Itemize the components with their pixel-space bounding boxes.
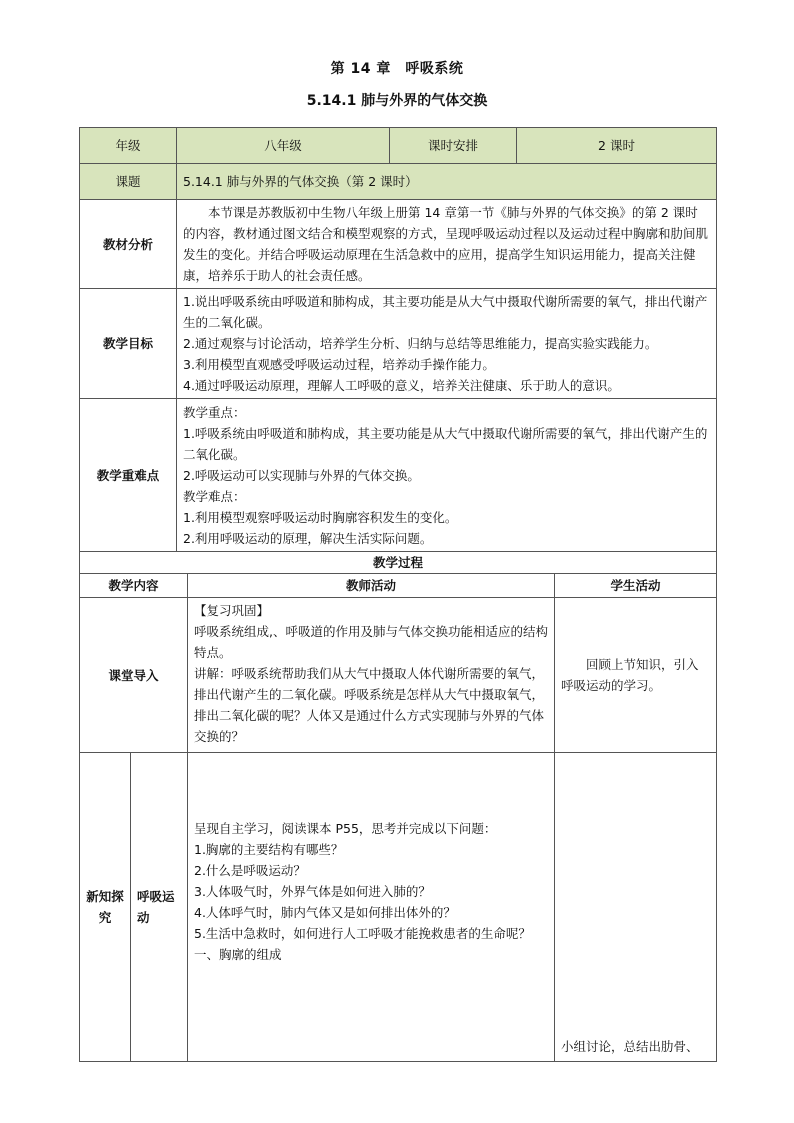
keypoints-label: 教学重难点	[80, 399, 177, 552]
chapter-title: 第 14 章 呼吸系统	[330, 61, 464, 77]
analysis-text: 本节课是苏教版初中生物八年级上册第 14 章第一节《肺与外界的气体交换》的第 2 课时的内容，教材通过图文结合和模型观察的方式，呈现呼吸运动过程以及运动过程中胸廓和肋间肌发生的变化。并结合呼吸运动原理在生活急救中的应用，提高学生知识运用能力，提高关注健康，培养乐于助人的社会责任感。	[177, 200, 717, 289]
process-title: 教学过程	[80, 552, 717, 574]
grade-label: 年级	[80, 128, 177, 164]
goals-list	[177, 289, 717, 399]
analysis-label: 教材分析	[80, 200, 177, 289]
explore-sub-label: 呼吸运动	[131, 753, 188, 1062]
col-header-content: 教学内容	[80, 574, 188, 598]
teacher-line: 呼吸系统组成,、呼吸道的作用及肺与气体交换功能相适应的结构特点。	[194, 624, 548, 660]
keypoint-line: 教学重点：	[183, 404, 246, 420]
goal-item: 4.通过呼吸运动原理，理解人工呼吸的意义，培养关注健康、乐于助人的意识。	[183, 378, 620, 393]
teacher-line: 2.什么是呼吸运动？	[194, 863, 306, 878]
teacher-line: 4.人体呼气时，肺内气体又是如何排出体外的？	[194, 905, 456, 920]
process-table	[79, 551, 717, 1062]
goal-item: 2.通过观察与讨论活动，培养学生分析、归纳与总结等思维能力，提高实验实践能力。	[183, 336, 658, 351]
goals-label: 教学目标	[80, 289, 177, 399]
intro-label: 课堂导入	[80, 598, 188, 753]
topic-value: 5.14.1 肺与外界的气体交换（第 2 课时）	[177, 164, 717, 200]
teacher-line: 讲解：呼吸系统帮助我们从大气中摄取人体代谢所需要的氧气，排出代谢产生的二氧化碳。呼吸系统是怎样从大气中摄取氧气，排出二氧化碳的呢？人体又是通过什么方式实现肺与外界的气体交换的？	[194, 666, 545, 744]
lesson-info-table	[79, 127, 717, 552]
keypoint-line: 1.利用模型观察呼吸运动时胸廓容积发生的变化。	[183, 509, 458, 525]
teacher-line: 一、胸廓的组成	[194, 947, 282, 962]
intro-teacher	[188, 598, 555, 753]
grade-value: 八年级	[177, 128, 390, 164]
goal-item: 3.利用模型直观感受呼吸运动过程，培养动手操作能力。	[183, 357, 495, 372]
keypoint-line: 2.利用呼吸运动的原理，解决生活实际问题。	[183, 530, 433, 546]
explore-student: 小组讨论，总结出肋骨、	[555, 753, 717, 1062]
keypoint-line: 1.呼吸系统由呼吸道和肺构成，其主要功能是从大气中摄取代谢所需要的氧气，排出代谢产生的二氧化碳。	[183, 425, 708, 462]
teacher-line: 呈现自主学习，阅读课本 P55，思考并完成以下问题：	[194, 821, 497, 836]
teacher-line: 【复习巩固】	[194, 603, 270, 618]
lesson-title: 5.14.1 肺与外界的气体交换	[306, 93, 488, 109]
col-header-student: 学生活动	[555, 574, 717, 598]
intro-student: 回顾上节知识，引入呼吸运动的学习。	[555, 598, 717, 753]
topic-label: 课题	[80, 164, 177, 200]
teacher-line: 5.生活中急救时，如何进行人工呼吸才能挽救患者的生命呢？	[194, 926, 531, 941]
explore-label: 新知探究	[80, 753, 131, 1062]
schedule-value: 2 课时	[517, 128, 717, 164]
schedule-label: 课时安排	[390, 128, 517, 164]
keypoints-list	[177, 399, 717, 552]
goal-item: 1.说出呼吸系统由呼吸道和肺构成，其主要功能是从大气中摄取代谢所需要的氧气，排出代谢产生的二氧化碳。	[183, 294, 708, 330]
keypoint-line: 教学难点：	[183, 488, 246, 504]
teacher-line: 3.人体吸气时，外界气体是如何进入肺的？	[194, 884, 431, 899]
teacher-line: 1.胸廓的主要结构有哪些？	[194, 842, 344, 857]
keypoint-line: 2.呼吸运动可以实现肺与外界的气体交换。	[183, 467, 420, 483]
col-header-teacher: 教师活动	[188, 574, 555, 598]
explore-teacher	[188, 753, 555, 1062]
